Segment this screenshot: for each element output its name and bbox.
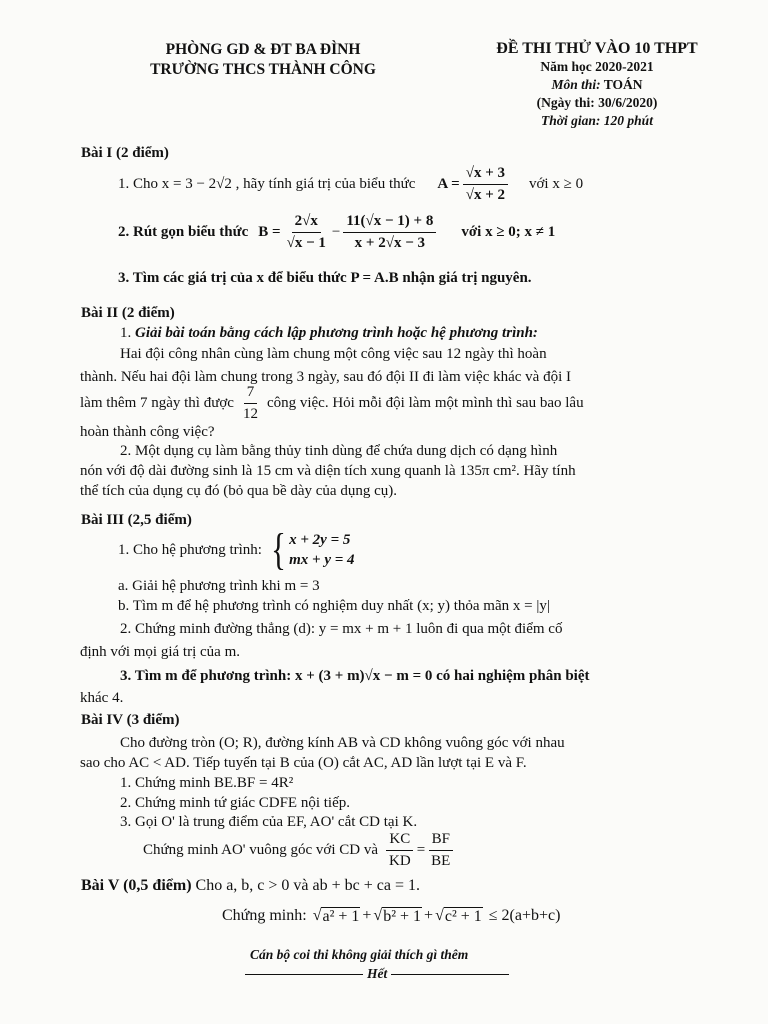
bai1-q2-condition: với x ≥ 0; x ≠ 1 bbox=[461, 223, 556, 240]
footer-note: Cán bộ coi thi không giải thích gì thêm bbox=[250, 947, 469, 962]
bai2-q1-line3-end: công việc. Hỏi mỗi đội làm một mình thì sau bao lâu bbox=[266, 394, 584, 411]
bai1-q2-text: 2. Rút gọn biểu thức bbox=[118, 223, 249, 240]
bai3-q2-line1: 2. Chứng minh đường thẳng (d): y = mx + m + 1 luôn đi qua một điểm cố bbox=[120, 621, 563, 637]
system-eq1: x + 2y = 5 bbox=[289, 532, 351, 548]
bai4-q1: 1. Chứng minh BE.BF = 4R² bbox=[120, 775, 294, 791]
department-name: PHÒNG GD & ĐT BA ĐÌNH bbox=[165, 41, 361, 58]
bai2-q1-fraction bbox=[240, 384, 261, 422]
equation-system bbox=[289, 530, 354, 570]
bai1-q1 bbox=[118, 166, 583, 202]
bai4-title: Bài IV (3 điểm) bbox=[81, 712, 180, 728]
system-brace: { bbox=[271, 525, 286, 574]
exam-title: ĐỀ THI THỬ VÀO 10 THPT bbox=[496, 40, 698, 57]
bai1-q2-f1-num: 2√x bbox=[292, 213, 321, 233]
bai4-q3b bbox=[143, 830, 456, 870]
bai4-q2: 2. Chứng minh tứ giác CDFE nội tiếp. bbox=[120, 795, 351, 811]
bai2-q1-heading: Giải bài toán bằng cách lập phương trình hoặc hệ phương trình: bbox=[135, 325, 538, 341]
header-right bbox=[462, 40, 732, 130]
bai3-q1 bbox=[118, 525, 355, 574]
bai3-q1-text: 1. Cho hệ phương trình: bbox=[118, 541, 262, 558]
bai3-qa: a. Giải hệ phương trình khi m = 3 bbox=[118, 578, 320, 594]
bai1-q2-fraction2 bbox=[343, 213, 436, 251]
bai5-text: Cho a, b, c > 0 và ab + bc + ca = 1. bbox=[195, 877, 421, 894]
bai2-q1-frac-num: 7 bbox=[244, 384, 258, 404]
sqrt-symbol-2: √ bbox=[373, 907, 383, 924]
bai2-q1-line2: thành. Nếu hai đội làm chung trong 3 ngày, sau đó đội II đi làm việc khác và đội I bbox=[80, 369, 571, 385]
bai1-q1-den: √x + 2 bbox=[465, 186, 505, 203]
bai4-q3b-fraction2 bbox=[428, 831, 453, 869]
bai5-prove bbox=[222, 902, 560, 930]
bai3-q2-line2: định với mọi giá trị của m. bbox=[80, 644, 240, 660]
bai5-rhs: ≤ 2(a+b+c) bbox=[488, 907, 561, 924]
school-name: TRƯỜNG THCS THÀNH CÔNG bbox=[150, 61, 376, 78]
bai2-q1-heading-line bbox=[120, 325, 538, 342]
bai1-q1-text: 1. Cho x = 3 − 2√2 , hãy tính giá trị của biểu thức bbox=[118, 175, 416, 192]
bai2-title: Bài II (2 điểm) bbox=[81, 305, 175, 321]
bai1-q1-fraction bbox=[463, 165, 508, 203]
footer-rule-right bbox=[391, 974, 509, 975]
plus-sign-2: + bbox=[424, 907, 434, 924]
bai3-q3-line1: 3. Tìm m để phương trình: x + (3 + m)√x − m = 0 có hai nghiệm phân biệt bbox=[120, 668, 590, 684]
footer-end-line bbox=[245, 966, 509, 982]
bai2-q2-line3: thể tích của dụng cụ đó (bỏ qua bề dày của dụng cụ). bbox=[80, 483, 397, 499]
exam-duration: Thời gian: 120 phút bbox=[541, 113, 653, 128]
bai4-q3b-f2-den: BE bbox=[431, 852, 451, 869]
bai2-q1-frac-den: 12 bbox=[242, 405, 258, 422]
bai2-q2-line2: nón với độ dài đường sinh là 15 cm và diện tích xung quanh là 135π cm². Hãy tính bbox=[80, 463, 576, 479]
bai4-q3b-f1-den: KD bbox=[389, 852, 411, 869]
bai5-prove-label: Chứng minh: bbox=[222, 907, 307, 924]
bai1-q2-minus: − bbox=[331, 223, 341, 240]
bai5-sqrt-2: b² + 1 bbox=[383, 907, 422, 925]
bai3-qb: b. Tìm m để hệ phương trình có nghiệm duy nhất (x; y) thỏa mãn x = |y| bbox=[118, 598, 550, 614]
bai4-q3b-text: Chứng minh AO' vuông góc với CD và bbox=[143, 841, 379, 858]
bai5-title: Bài V (0,5 điểm) bbox=[81, 877, 192, 894]
bai3-title: Bài III (2,5 điểm) bbox=[81, 512, 192, 528]
bai5-line bbox=[81, 877, 420, 895]
bai1-q2-f2-num: 11(√x − 1) + 8 bbox=[343, 213, 436, 233]
bai1-q3: 3. Tìm các giá trị của x để biểu thức P = A.B nhận giá trị nguyên. bbox=[118, 270, 532, 286]
bai2-q1-label: 1. bbox=[120, 325, 135, 341]
bai4-q3: 3. Gọi O' là trung điểm của EF, AO' cắt CD tại K. bbox=[120, 814, 418, 830]
system-eq2: mx + y = 4 bbox=[289, 552, 355, 568]
sqrt-symbol-3: √ bbox=[435, 907, 444, 924]
bai4-intro-line2: sao cho AC < AD. Tiếp tuyến tại B của (O) cắt AC, AD lần lượt tại E và F. bbox=[80, 755, 527, 771]
bai1-q2-f1-den: √x − 1 bbox=[286, 234, 326, 251]
subject: TOÁN bbox=[603, 77, 643, 92]
subject-label: Môn thi: bbox=[551, 77, 601, 92]
bai1-q2-f2-den: x + 2√x − 3 bbox=[354, 234, 425, 251]
bai1-q2 bbox=[118, 212, 555, 252]
bai1-q1-lhs: A = bbox=[437, 175, 460, 192]
plus-sign-1: + bbox=[362, 907, 372, 924]
footer-rule-left bbox=[245, 974, 363, 975]
bai5-sqrt-3: c² + 1 bbox=[444, 907, 482, 925]
sqrt-symbol-1: √ bbox=[312, 907, 322, 924]
bai4-q3b-f1-num: KC bbox=[386, 831, 413, 851]
bai1-q2-lhs: B = bbox=[258, 223, 281, 240]
bai1-q2-fraction1 bbox=[284, 213, 329, 251]
bai1-title: Bài I (2 điểm) bbox=[81, 145, 169, 161]
bai2-q1-line4: hoàn thành công việc? bbox=[80, 424, 215, 440]
bai5-sqrt-1: a² + 1 bbox=[322, 907, 360, 925]
bai3-q3-line2: khác 4. bbox=[80, 690, 124, 706]
school-year: Năm học 2020-2021 bbox=[540, 59, 654, 74]
bai2-q2-line1: 2. Một dụng cụ làm bằng thủy tinh dùng để chứa dung dịch có dạng hình bbox=[120, 443, 558, 459]
bai2-q1-line1: Hai đội công nhân cùng làm chung một công việc sau 12 ngày thì hoàn bbox=[120, 346, 547, 362]
exam-date: (Ngày thi: 30/6/2020) bbox=[536, 95, 658, 110]
subject-line bbox=[462, 76, 732, 94]
header-left bbox=[128, 40, 398, 80]
bai2-q1-line3 bbox=[80, 384, 584, 422]
bai4-q3b-fraction1 bbox=[386, 831, 414, 869]
footer-end: Hết bbox=[367, 966, 388, 981]
bai4-intro-line1: Cho đường tròn (O; R), đường kính AB và CD không vuông góc với nhau bbox=[120, 735, 565, 751]
bai4-q3b-equals: = bbox=[416, 841, 426, 858]
bai4-q3b-f2-num: BF bbox=[429, 831, 453, 851]
bai2-q1-line3-start: làm thêm 7 ngày thì được bbox=[80, 394, 234, 411]
bai1-q1-num: √x + 3 bbox=[463, 165, 508, 185]
bai1-q1-condition: với x ≥ 0 bbox=[529, 175, 584, 192]
